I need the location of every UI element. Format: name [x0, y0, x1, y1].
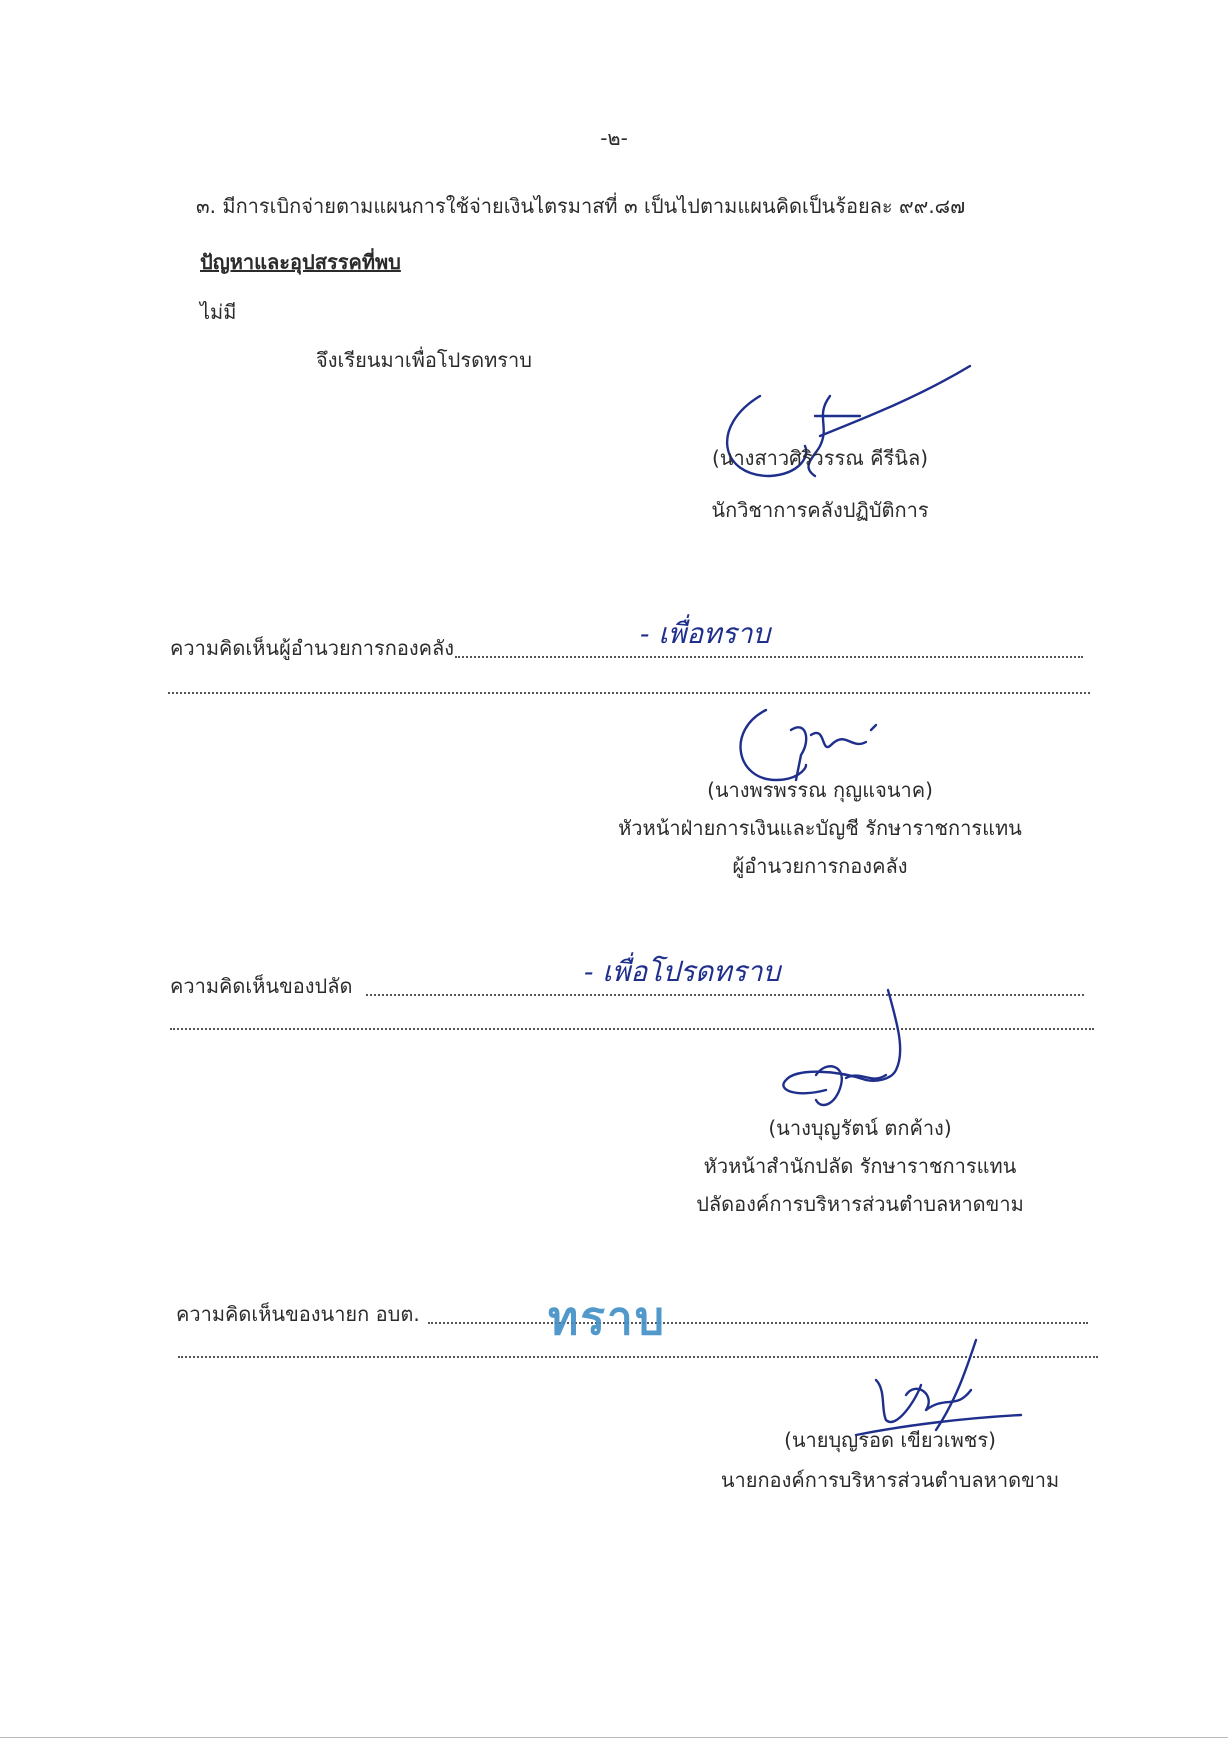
item-3-text: ๓. มีการเบิกจ่ายตามแผนการใช้จ่ายเงินไตรมาสที่ ๓ เป็นไปตามแผนคิดเป็นร้อยละ ๙๙.๘๗ — [196, 194, 966, 218]
problems-text: ไม่มี — [200, 300, 237, 324]
page-number: -๒- — [600, 126, 628, 150]
palad-signer-position-1: หัวหน้าสำนักปลัด รักษาราชการแทน — [703, 1154, 1017, 1178]
finance-handwritten-note: - เพื่อทราบ — [640, 617, 771, 650]
problems-heading: ปัญหาและอุปสรรคที่พบ — [200, 250, 401, 274]
palad-comment-line-1 — [366, 994, 1084, 996]
mayor-comment-label: ความคิดเห็นของนายก อบต. — [176, 1302, 420, 1326]
signature-3 — [776, 990, 936, 1130]
finance-signer-position-2: ผู้อำนวยการกองคลัง — [732, 854, 908, 878]
mayor-stamp-acknowledged: ทราบ — [548, 1291, 667, 1345]
finance-signer-position-1: หัวหน้าฝ่ายการเงินและบัญชี รักษาราชการแทน — [618, 816, 1022, 840]
signer-1-position: นักวิชาการคลังปฏิบัติการ — [711, 498, 929, 522]
palad-signer-position-2: ปลัดองค์การบริหารส่วนตำบลหาดขาม — [696, 1192, 1024, 1216]
mayor-comment-line-1 — [428, 1322, 1088, 1324]
finance-comment-line-2 — [168, 692, 1090, 694]
mayor-signer-name: (นายบุญรอด เขียวเพชร) — [784, 1428, 996, 1452]
mayor-signer-position: นายกองค์การบริหารส่วนตำบลหาดขาม — [720, 1468, 1060, 1492]
signer-1-name: (นางสาวศิริวรรณ คีรีนิล) — [711, 446, 929, 470]
scan-edge-line — [0, 1737, 1228, 1738]
palad-signer-name: (นางบุญรัตน์ ตกค้าง) — [768, 1116, 952, 1140]
palad-comment-label: ความคิดเห็นของปลัด — [170, 974, 353, 998]
palad-comment-line-2 — [170, 1028, 1094, 1030]
palad-handwritten-note: - เพื่อโปรดทราบ — [584, 955, 781, 988]
finance-comment-label: ความคิดเห็นผู้อำนวยการกองคลัง — [170, 636, 455, 660]
closing-text: จึงเรียนมาเพื่อโปรดทราบ — [316, 348, 532, 372]
finance-comment-line-1 — [455, 656, 1083, 658]
finance-signer-name: (นางพรพรรณ กุญแจนาค) — [707, 778, 933, 802]
